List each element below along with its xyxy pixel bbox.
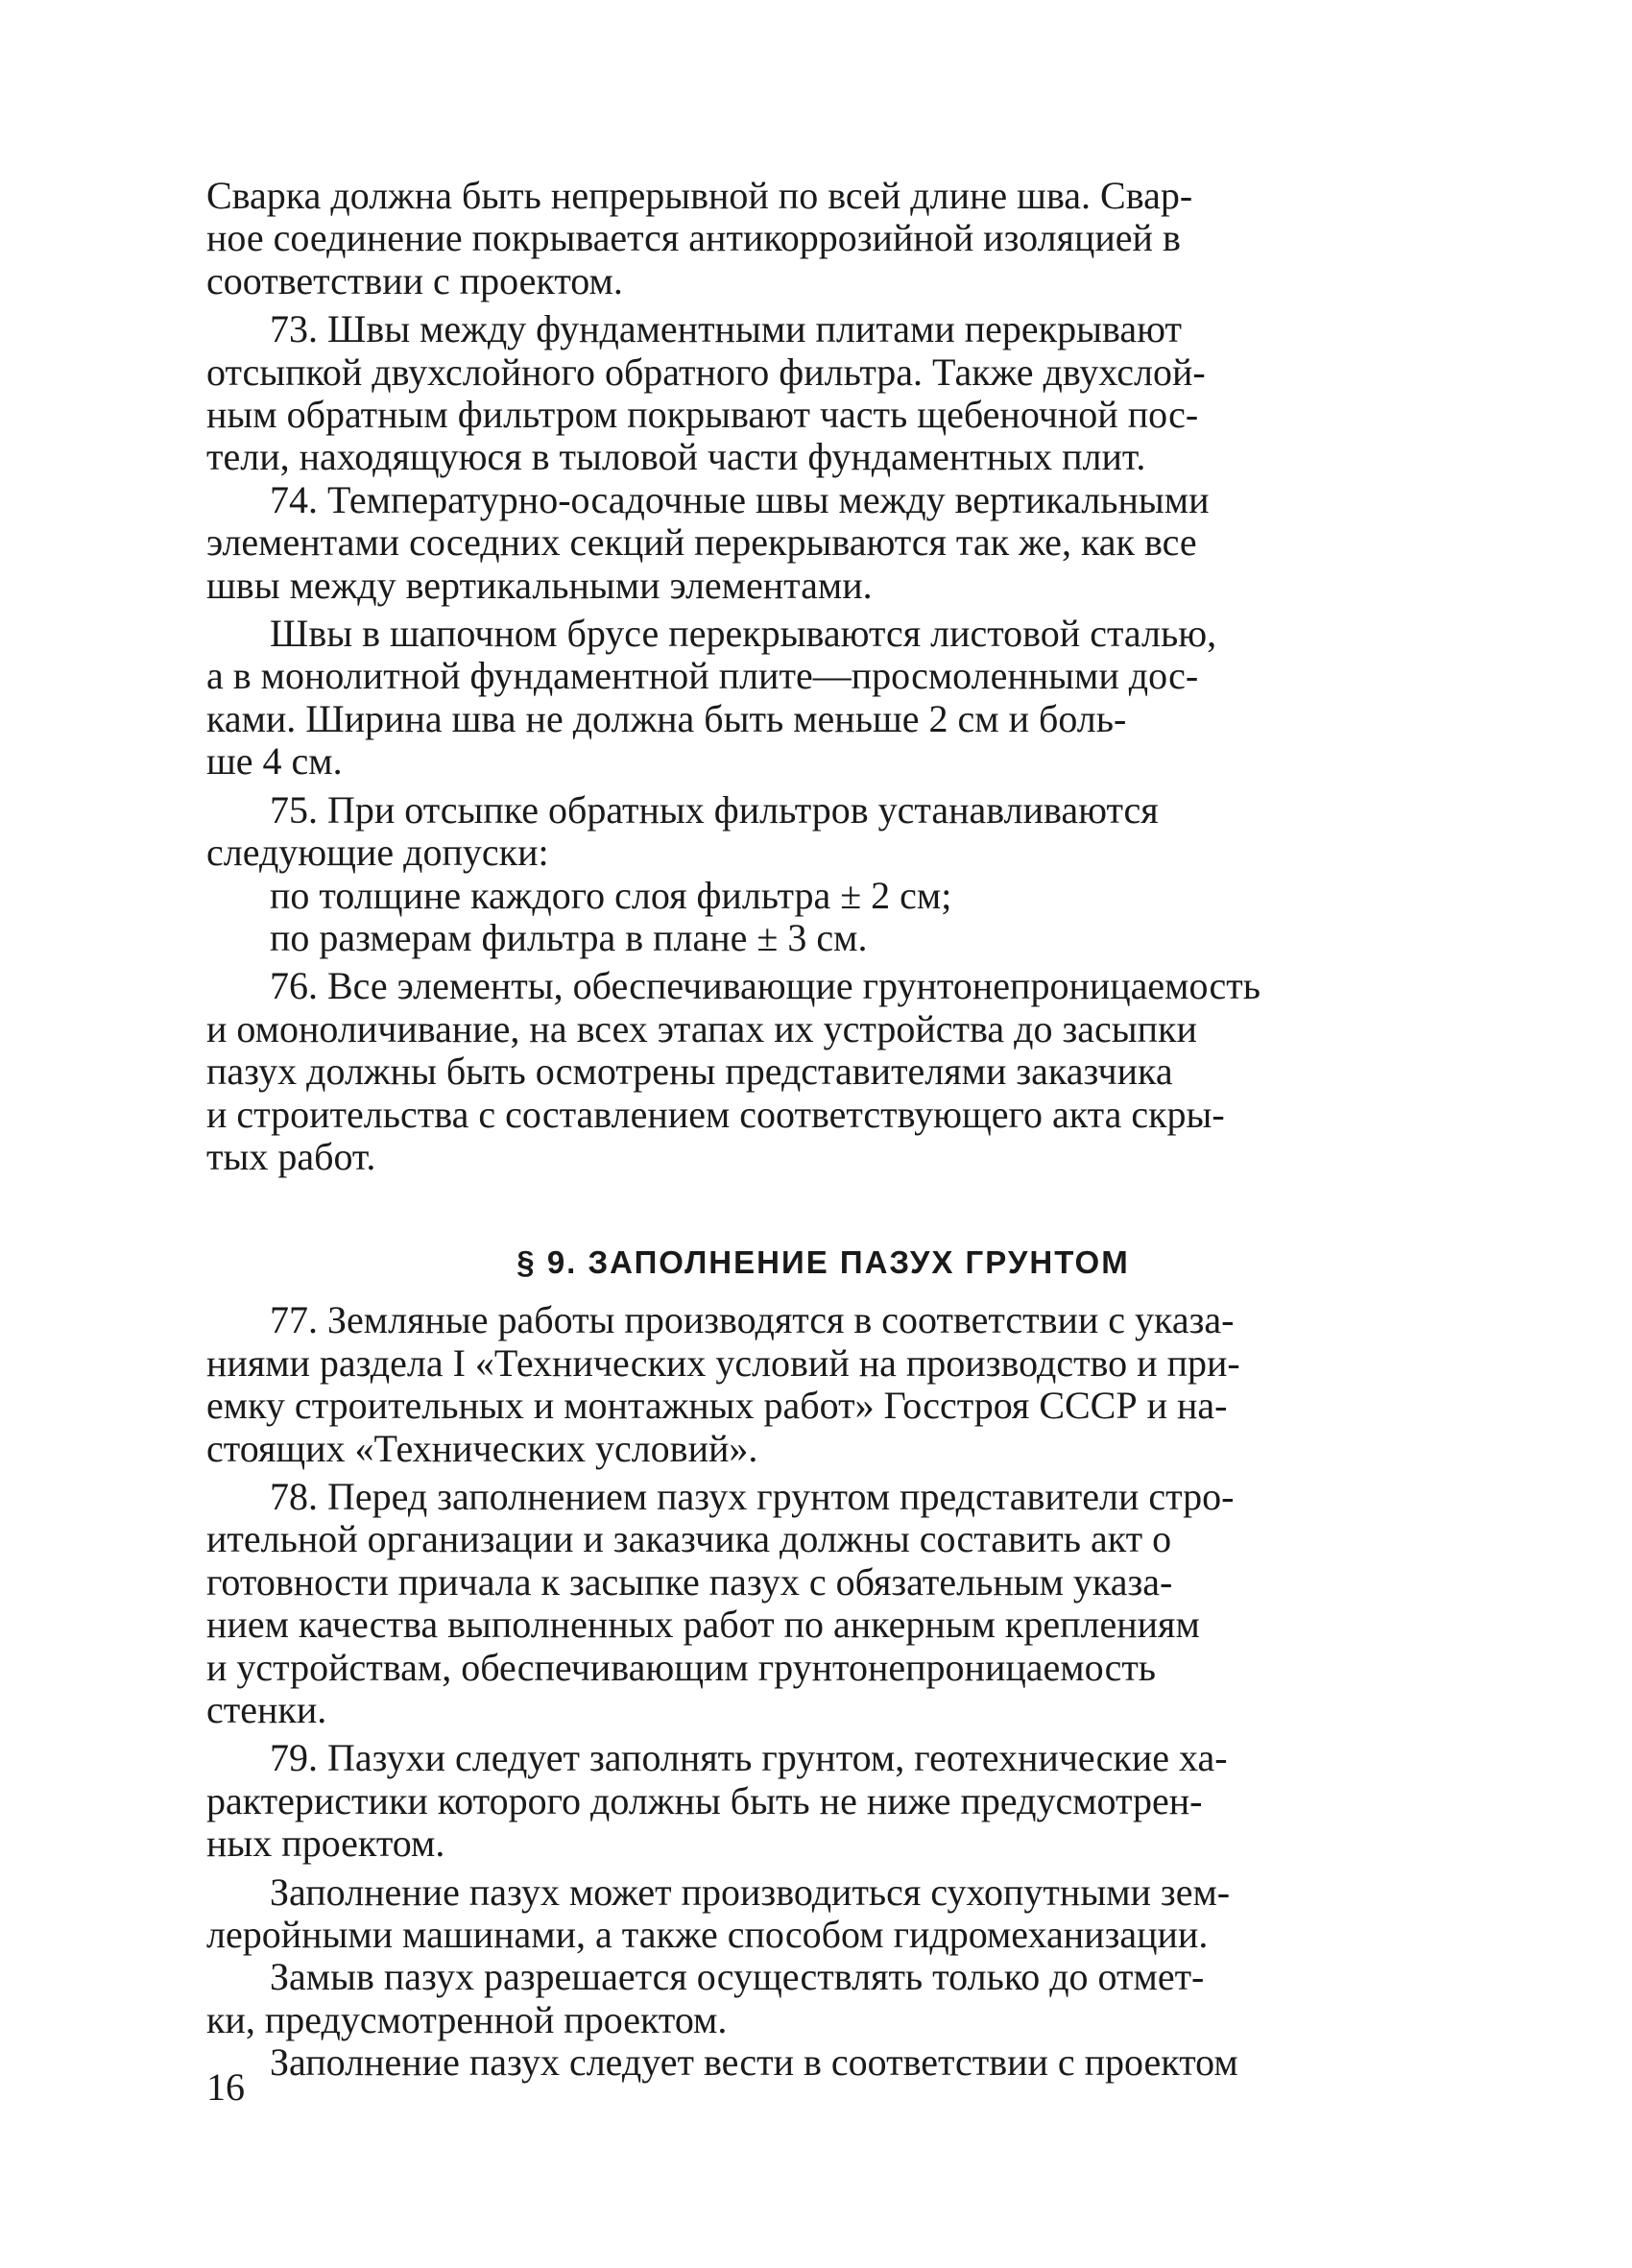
text-line: пазух должны быть осмотрены представителями заказчика <box>206 1050 1173 1094</box>
text-line: леройными машинами, а также способом гидромеханизации. <box>206 1913 1209 1957</box>
text-line: ками. Ширина шва не должна быть меньше 2 см и боль- <box>206 696 1127 740</box>
text-line: тых работ. <box>206 1134 376 1178</box>
paragraph <box>206 2041 1440 2084</box>
text-line: ниями раздела I «Технических условий на производство и при- <box>206 1340 1240 1385</box>
text-line: 79. Пазухи следует заполнять грунтом, геотехнические ха- <box>270 1736 1228 1780</box>
page-number: 16 <box>206 2065 245 2109</box>
paragraph <box>206 965 1440 1178</box>
text-line: соответствии с проектом. <box>206 258 623 302</box>
text-line: стенки. <box>206 1688 327 1731</box>
text-line: и устройствам, обеспечивающим грунтонепроницаемость <box>206 1645 1157 1689</box>
text-line: ных проектом. <box>206 1822 445 1866</box>
paragraph <box>206 1476 1440 1731</box>
body-text <box>206 175 1440 2085</box>
text-line: 75. При отсыпке обратных фильтров устанавливаются <box>270 787 1159 832</box>
text-line: швы между вертикальными элементами. <box>206 563 873 607</box>
text-line: ительной организации и заказчика должны составить акт о <box>206 1517 1172 1561</box>
section-heading: § 9. ЗАПОЛНЕНИЕ ПАЗУХ ГРУНТОМ <box>516 1244 1130 1281</box>
paragraph <box>206 917 1440 959</box>
paragraphs-after-heading <box>206 1299 1440 2084</box>
paragraph <box>206 308 1440 479</box>
text-line: и строительства с составлением соответствующего акта скры- <box>206 1092 1225 1136</box>
paragraph <box>206 479 1440 607</box>
text-line: нием качества выполненных работ по анкерным креплениям <box>206 1603 1200 1647</box>
text-line: 76. Все элементы, обеспечивающие грунтонепроницаемость <box>270 964 1260 1008</box>
text-line: Заполнение пазух следует вести в соответствии с проектом <box>270 2040 1238 2085</box>
paragraph <box>206 1737 1440 1865</box>
text-line: ным обратным фильтром покрывают часть щебеночной пос- <box>206 393 1199 437</box>
text-line: рактеристики которого должны быть не ниже предусмотрен- <box>206 1778 1203 1822</box>
text-line: 74. Температурно-осадочные швы между вертикальными <box>270 477 1210 521</box>
paragraph <box>206 789 1440 875</box>
text-line: Замыв пазух разрешается осуществлять только до отмет- <box>270 1955 1205 1999</box>
text-line: 73. Швы между фундаментными плитами перекрывают <box>270 307 1182 351</box>
paragraph <box>206 613 1440 784</box>
paragraph <box>206 1299 1440 1470</box>
text-line: по толщине каждого слоя фильтра ± 2 см; <box>270 873 952 917</box>
text-line: Швы в шапочном брусе перекрываются листовой сталью, <box>270 612 1217 656</box>
paragraph <box>206 1871 1440 1957</box>
text-line: Сварка должна быть непрерывной по всей длине шва. Свар- <box>206 174 1193 217</box>
text-line: 78. Перед заполнением пазух грунтом представители стро- <box>270 1474 1235 1518</box>
paragraph <box>206 1956 1440 2041</box>
paragraph <box>206 175 1440 302</box>
text-line: по размерам фильтра в плане ± 3 см. <box>270 915 868 959</box>
text-line: 77. Земляные работы производятся в соответствии с указа- <box>270 1298 1235 1342</box>
text-line: тели, находящуюся в тыловой части фундаментных плит. <box>206 435 1146 479</box>
text-line: а в монолитной фундаментной плите—просмоленными дос- <box>206 654 1199 698</box>
text-line: и омоноличивание, на всех этапах их устройства до засыпки <box>206 1006 1197 1050</box>
paragraph <box>206 875 1440 917</box>
text-line: ки, предусмотренной проектом. <box>206 1997 728 2041</box>
text-line: элементами соседних секций перекрываются так же, как все <box>206 520 1197 565</box>
text-line: отсыпкой двухслойного обратного фильтра. Также двухслой- <box>206 350 1206 394</box>
text-line: стоящих «Технических условий». <box>206 1426 758 1470</box>
text-line: Заполнение пазух может производиться сухопутными зем- <box>270 1870 1231 1914</box>
text-line: емку строительных и монтажных работ» Госстроя СССР и на- <box>206 1384 1228 1428</box>
text-line: следующие допуски: <box>206 831 549 875</box>
paragraphs-before-heading <box>206 175 1440 1178</box>
text-line: ное соединение покрывается антикоррозийной изоляцией в <box>206 216 1181 260</box>
text-line: ше 4 см. <box>206 739 343 784</box>
text-line: готовности причала к засыпке пазух с обязательным указа- <box>206 1559 1173 1604</box>
